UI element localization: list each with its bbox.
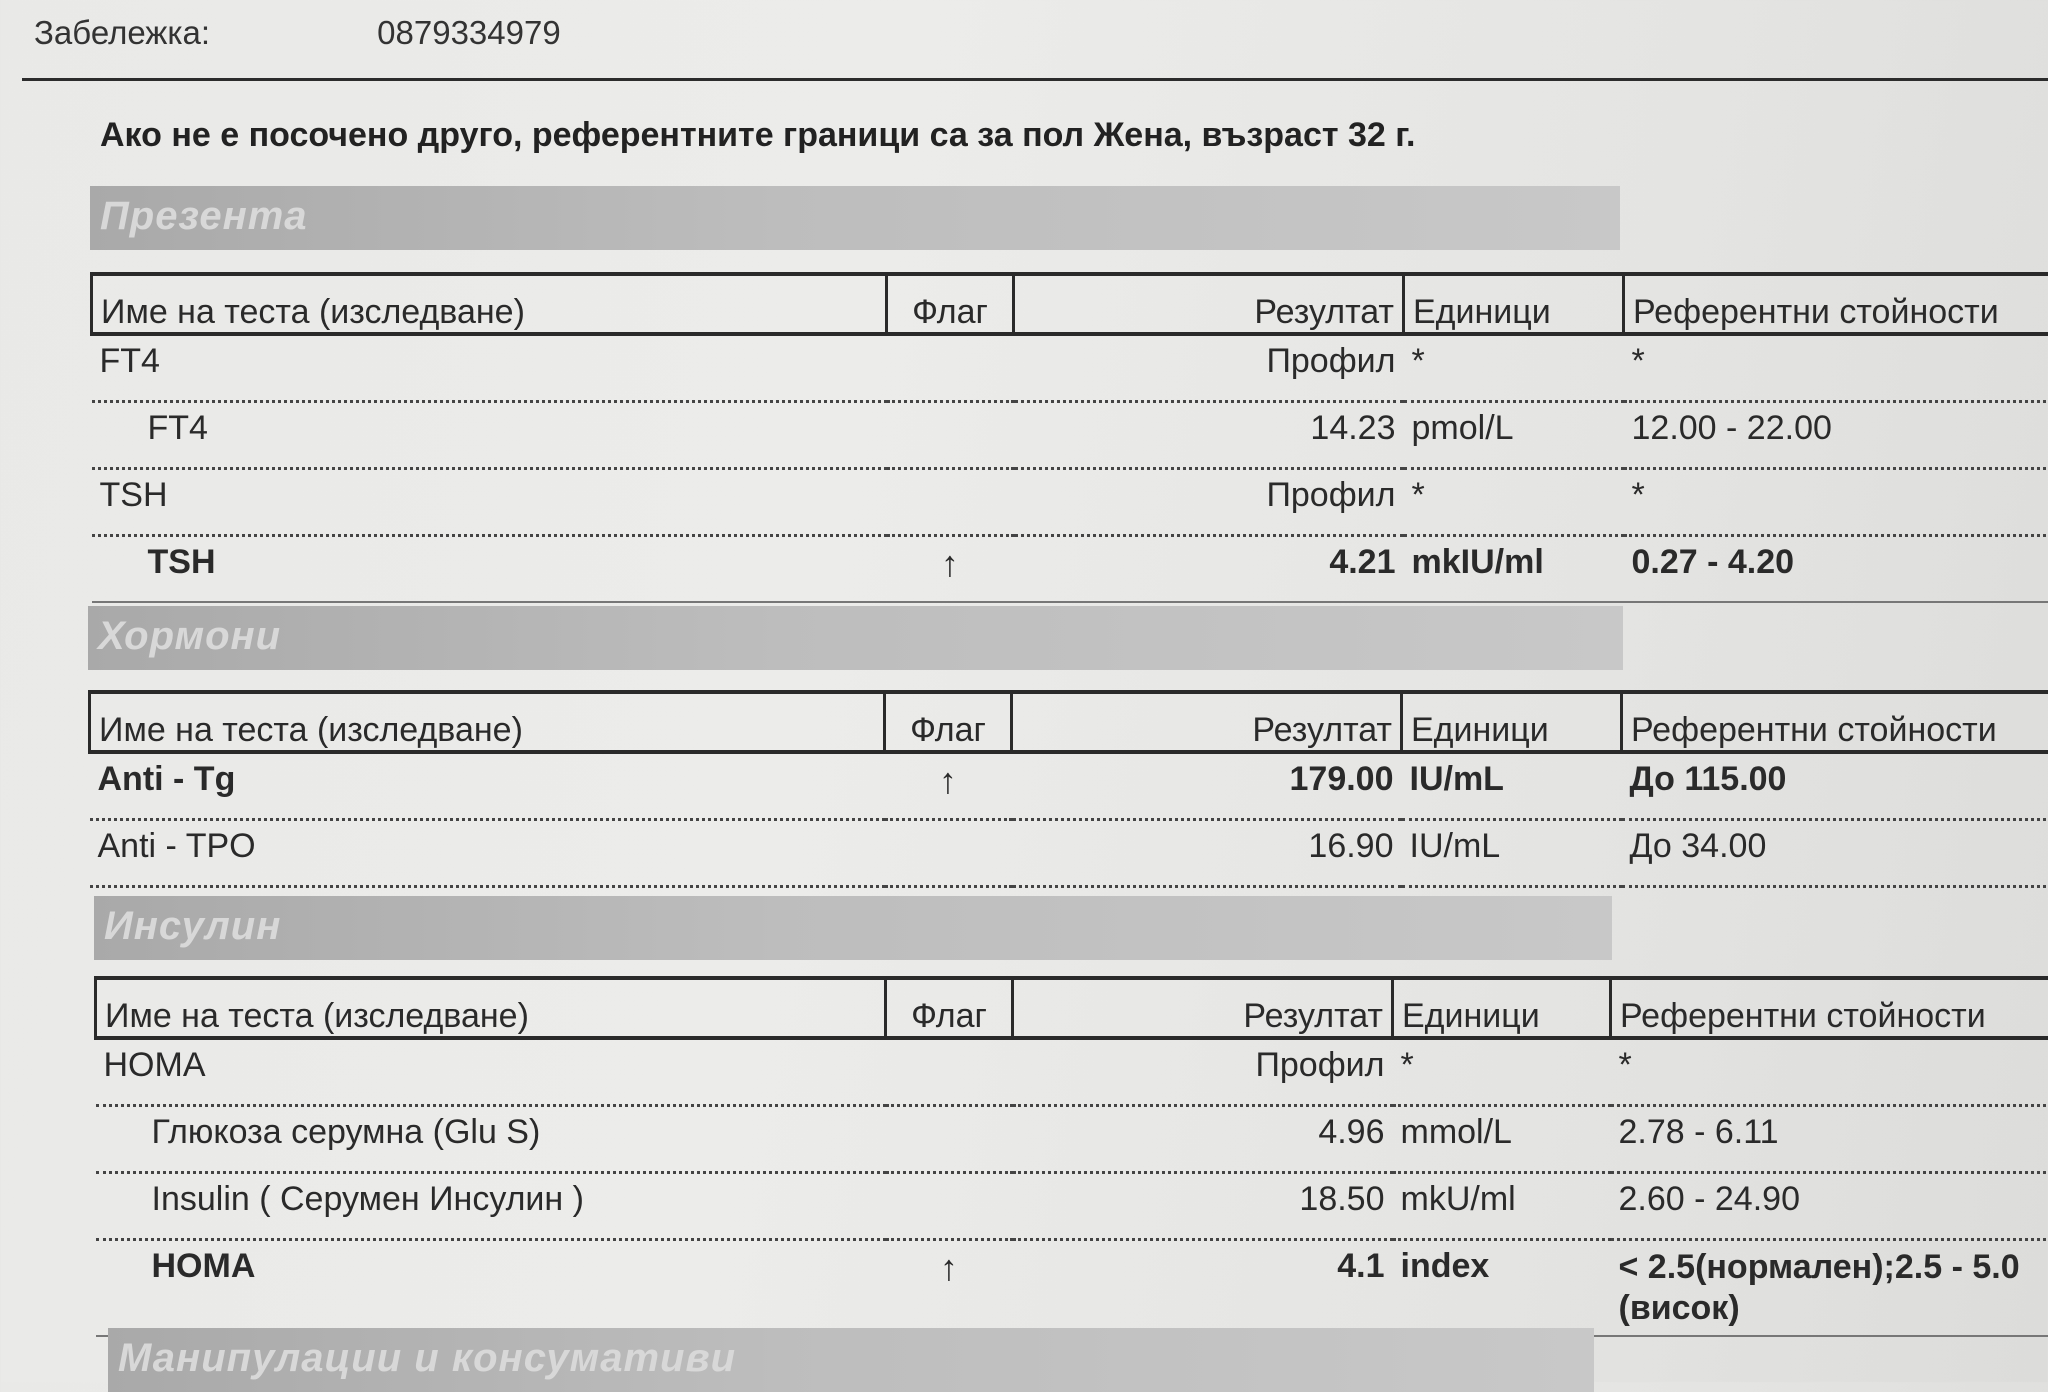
results-table-presenta	[90, 272, 2048, 603]
header-name: Име на теста (изследване)	[92, 274, 887, 334]
table-row	[92, 469, 2048, 536]
flag	[886, 1038, 1013, 1106]
units: mmol/L	[1393, 1106, 1611, 1173]
reference: До 34.00	[1622, 820, 2048, 887]
units: IU/mL	[1402, 752, 1622, 820]
flag	[886, 1106, 1013, 1173]
header-result: Резултат	[1013, 978, 1393, 1038]
flag	[887, 469, 1014, 536]
note-value: 0879334979	[377, 14, 561, 51]
divider	[22, 78, 2048, 81]
reference: 2.60 - 24.90	[1611, 1173, 2048, 1240]
flag-up-arrow-icon: ↑	[885, 752, 1012, 820]
header-flag: Флаг	[886, 978, 1013, 1038]
result: 4.96	[1013, 1106, 1393, 1173]
table-row	[90, 820, 2048, 887]
units: mkU/ml	[1393, 1173, 1611, 1240]
header-result: Резултат	[1014, 274, 1404, 334]
result: Профил	[1013, 1038, 1393, 1106]
units: IU/mL	[1402, 820, 1622, 887]
header-name: Име на теста (изследване)	[90, 692, 885, 752]
section-title: Инсулин	[104, 904, 281, 949]
header-result: Резултат	[1012, 692, 1402, 752]
results-table-insulin	[94, 976, 2048, 1337]
reference: *	[1611, 1038, 2048, 1106]
result: 18.50	[1013, 1173, 1393, 1240]
table-header-row	[90, 692, 2048, 752]
section-title: Презента	[100, 194, 308, 239]
test-name: TSH	[92, 536, 887, 603]
test-name: HOMA	[96, 1240, 886, 1336]
flag-up-arrow-icon: ↑	[887, 536, 1014, 603]
test-name: FT4	[92, 334, 887, 402]
units: pmol/L	[1404, 402, 1624, 469]
reference: < 2.5(нормален);2.5 - 5.0 (висок)	[1611, 1240, 2048, 1336]
table-row	[92, 334, 2048, 402]
units: mkIU/ml	[1404, 536, 1624, 603]
test-name: TSH	[92, 469, 887, 536]
test-name: Anti - Tg	[90, 752, 885, 820]
reference: *	[1624, 334, 2048, 402]
header-reference: Референтни стойности	[1622, 692, 2048, 752]
reference: *	[1624, 469, 2048, 536]
section-title: Манипулации и консумативи	[118, 1336, 736, 1381]
result: 4.21	[1014, 536, 1404, 603]
note-label: Забележка:	[34, 14, 368, 52]
test-name: Anti - TPO	[90, 820, 885, 887]
result: 16.90	[1012, 820, 1402, 887]
test-name: Insulin ( Серумен Инсулин )	[96, 1173, 886, 1240]
reference: До 115.00	[1622, 752, 2048, 820]
result: Профил	[1014, 334, 1404, 402]
header-units: Единици	[1404, 274, 1624, 334]
header-flag: Флаг	[885, 692, 1012, 752]
table-header-row	[96, 978, 2048, 1038]
reference-note: Ако не е посочено друго, референтните граници са за пол Жена, възраст 32 г.	[100, 116, 1415, 155]
reference: 2.78 - 6.11	[1611, 1106, 2048, 1173]
note-row	[34, 14, 561, 52]
table-row	[92, 402, 2048, 469]
reference: 0.27 - 4.20	[1624, 536, 2048, 603]
flag	[887, 334, 1014, 402]
units: *	[1404, 469, 1624, 536]
table-row	[96, 1106, 2048, 1173]
header-name: Име на теста (изследване)	[96, 978, 886, 1038]
test-name: HOMA	[96, 1038, 886, 1106]
table-row	[96, 1038, 2048, 1106]
header-reference: Референтни стойности	[1611, 978, 2048, 1038]
flag	[886, 1173, 1013, 1240]
section-header-presenta	[90, 186, 1620, 250]
flag-up-arrow-icon: ↑	[886, 1240, 1013, 1336]
result: 4.1	[1013, 1240, 1393, 1336]
section-header-manipulations	[108, 1328, 1594, 1392]
result: 179.00	[1012, 752, 1402, 820]
reference: 12.00 - 22.00	[1624, 402, 2048, 469]
table-row	[96, 1173, 2048, 1240]
header-units: Единици	[1402, 692, 1622, 752]
header-reference: Референтни стойности	[1624, 274, 2048, 334]
section-header-hormoni	[88, 606, 1623, 670]
table-row	[96, 1240, 2048, 1336]
flag	[887, 402, 1014, 469]
results-table-hormoni	[88, 690, 2048, 888]
test-name: FT4	[92, 402, 887, 469]
table-row	[92, 536, 2048, 603]
header-flag: Флаг	[887, 274, 1014, 334]
result: 14.23	[1014, 402, 1404, 469]
section-title: Хормони	[98, 614, 281, 659]
table-row	[90, 752, 2048, 820]
units: *	[1393, 1038, 1611, 1106]
header-units: Единици	[1393, 978, 1611, 1038]
units: *	[1404, 334, 1624, 402]
result: Профил	[1014, 469, 1404, 536]
units: index	[1393, 1240, 1611, 1336]
flag	[885, 820, 1012, 887]
table-header-row	[92, 274, 2048, 334]
section-header-insulin	[94, 896, 1612, 960]
test-name: Глюкоза серумна (Glu S)	[96, 1106, 886, 1173]
